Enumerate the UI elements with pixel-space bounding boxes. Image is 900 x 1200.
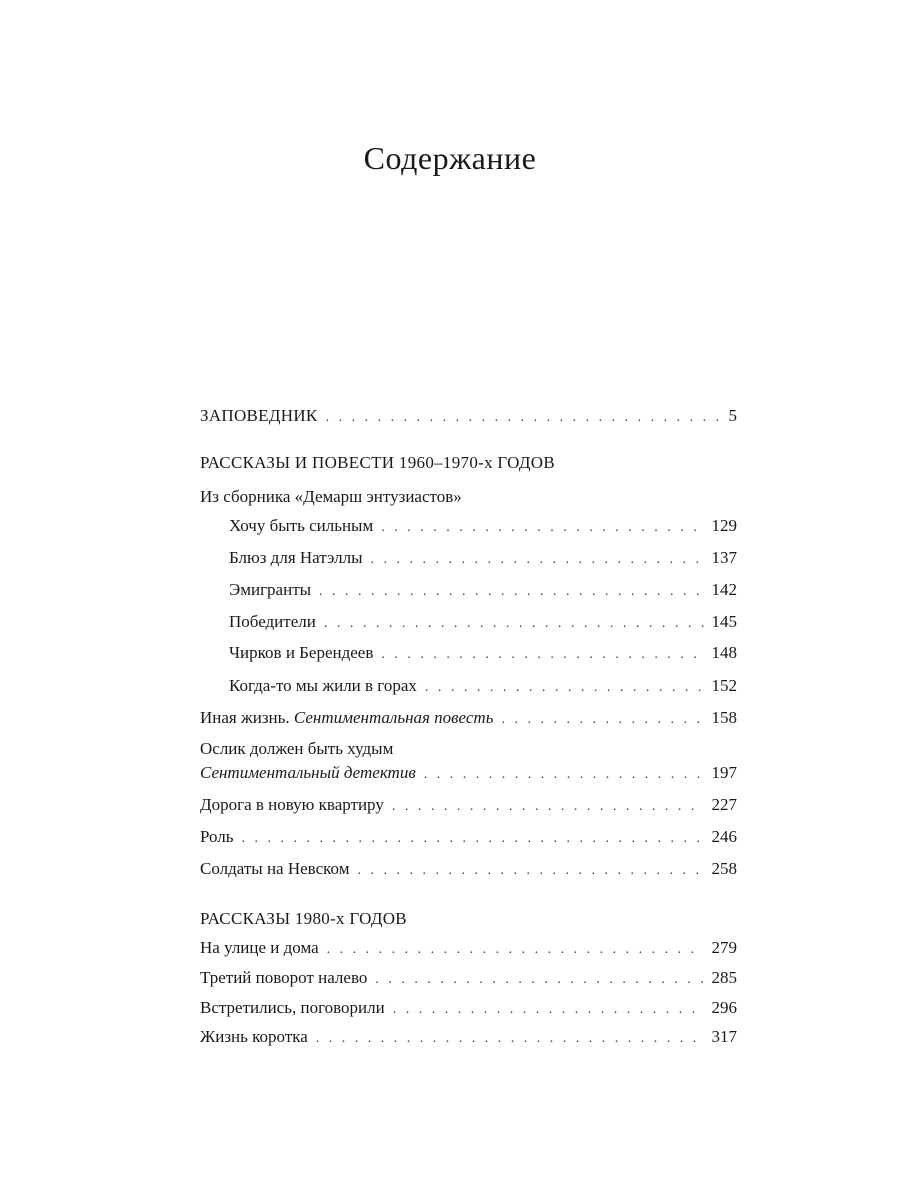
toc-entry-subtitle: Сентиментальный детектив — [200, 763, 416, 782]
toc-entry-label: Третий поворот налево — [200, 968, 368, 987]
toc-page-number: 129 — [711, 516, 737, 535]
toc-entry-label: На улице и дома — [200, 938, 319, 957]
toc-entry-label: ЗАПОВЕДНИК — [200, 406, 318, 425]
toc-entry-label: Блюз для Натэллы — [229, 548, 363, 567]
collection-heading: Из сборника «Демарш энтузиастов» — [200, 487, 462, 506]
toc-page-number: 317 — [711, 1027, 737, 1046]
dot-leader — [381, 516, 703, 540]
toc-page-number: 142 — [711, 580, 737, 599]
dot-leader — [327, 938, 704, 962]
toc-page-number: 137 — [711, 548, 737, 567]
toc-page-number: 285 — [711, 968, 737, 987]
toc-entry-label: Чирков и Берендеев — [229, 643, 374, 662]
toc-entry-label: Жизнь коротка — [200, 1027, 308, 1046]
toc-entry-label-group — [200, 706, 493, 730]
toc-entry[interactable] — [200, 996, 737, 1020]
dot-leader — [501, 708, 703, 732]
dot-leader — [326, 406, 721, 430]
dot-leader — [319, 580, 703, 604]
toc-entry[interactable] — [229, 546, 737, 570]
toc-entry[interactable] — [229, 514, 737, 538]
toc-entry-rol[interactable] — [200, 825, 737, 849]
toc-entry-zapovednik[interactable] — [200, 404, 737, 428]
toc-page-number: 227 — [711, 795, 737, 814]
toc-entry-label: Эмигранты — [229, 580, 312, 599]
toc-entry[interactable] — [229, 641, 737, 665]
toc-entry[interactable] — [200, 936, 737, 960]
dot-leader — [242, 827, 704, 851]
toc-page-number: 152 — [711, 676, 737, 695]
toc-entry-inaya-zhizn[interactable] — [200, 706, 737, 730]
toc-page-number: 197 — [711, 763, 737, 782]
dot-leader — [393, 998, 704, 1022]
toc-entry-label: Роль — [200, 827, 234, 846]
dot-leader — [381, 643, 703, 667]
dot-leader — [425, 676, 704, 700]
toc-page-number: 158 — [711, 708, 737, 727]
section-heading-1980: РАССКАЗЫ 1980-х ГОДОВ — [200, 909, 407, 928]
dot-leader — [357, 859, 703, 883]
toc-entry-label: Победители — [229, 612, 316, 631]
toc-entry-subtitle: Сентиментальная повесть — [293, 708, 494, 727]
toc-page-number: 296 — [711, 998, 737, 1017]
toc-entry[interactable] — [229, 578, 737, 602]
dot-leader — [392, 795, 704, 819]
toc-entry[interactable] — [200, 966, 737, 990]
dot-leader — [324, 612, 704, 636]
toc-page-number: 148 — [711, 643, 737, 662]
toc-entry-label: Хочу быть сильным — [229, 516, 374, 535]
toc-entry-label: Встретились, поговорили — [200, 998, 385, 1017]
toc-entry-doroga[interactable] — [200, 793, 737, 817]
toc-page-number: 5 — [728, 406, 737, 425]
toc-entry-label: Когда-то мы жили в горах — [229, 676, 417, 695]
section-heading-1960-1970: РАССКАЗЫ И ПОВЕСТИ 1960–1970-х ГОДОВ — [200, 453, 555, 472]
toc-entry-label: Иная жизнь. — [200, 708, 290, 727]
dot-leader — [371, 548, 704, 572]
toc-page-number: 246 — [711, 827, 737, 846]
dot-leader — [316, 1027, 704, 1051]
toc-page-number: 258 — [711, 859, 737, 878]
toc-entry[interactable] — [229, 674, 737, 698]
toc-entry-label: Солдаты на Невском — [200, 859, 350, 878]
dot-leader — [375, 968, 703, 992]
dot-leader — [424, 763, 704, 787]
toc-entry-oslik[interactable] — [200, 761, 737, 785]
toc-entry-label: Дорога в новую квартиру — [200, 795, 384, 814]
toc-entry-label: Ослик должен быть худым — [200, 739, 394, 758]
toc-page-number: 279 — [711, 938, 737, 957]
toc-entry[interactable] — [229, 610, 737, 634]
toc-page-number: 145 — [711, 612, 737, 631]
toc-entry[interactable] — [200, 1025, 737, 1049]
toc-entry-soldaty[interactable] — [200, 857, 737, 881]
page-title: Содержание — [363, 140, 537, 176]
